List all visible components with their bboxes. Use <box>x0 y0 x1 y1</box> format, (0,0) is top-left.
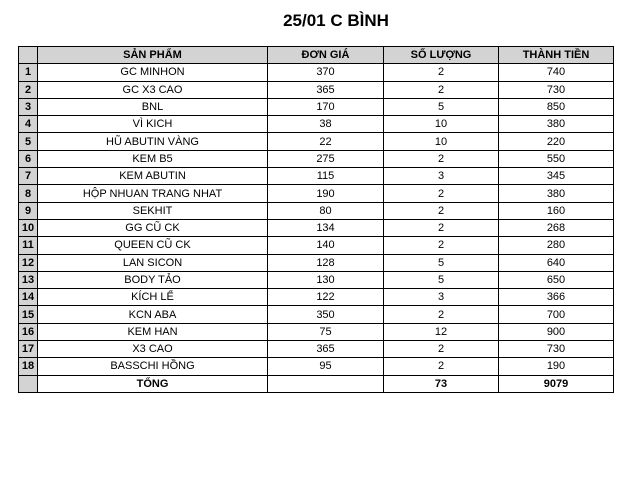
table-row <box>19 185 614 202</box>
row-index: 10 <box>19 219 38 236</box>
total-cell: 190 <box>499 358 614 375</box>
price-cell: 128 <box>268 254 384 271</box>
price-cell: 115 <box>268 168 384 185</box>
table-row <box>19 237 614 254</box>
product-cell: GC MINHON <box>38 64 268 81</box>
total-cell: 280 <box>499 237 614 254</box>
row-index: 4 <box>19 116 38 133</box>
product-cell: X3 CAO <box>38 341 268 358</box>
price-cell: 140 <box>268 237 384 254</box>
quantity-cell: 2 <box>384 219 499 236</box>
header-quantity: SỐ LƯỢNG <box>384 47 499 64</box>
total-row <box>19 375 614 392</box>
price-cell: 350 <box>268 306 384 323</box>
total-label: TỔNG <box>38 375 268 392</box>
product-cell: BNL <box>38 98 268 115</box>
total-price <box>268 375 384 392</box>
product-cell: SEKHIT <box>38 202 268 219</box>
row-index: 16 <box>19 323 38 340</box>
price-cell: 22 <box>268 133 384 150</box>
table-row <box>19 219 614 236</box>
product-cell: KEM HAN <box>38 323 268 340</box>
row-index: 15 <box>19 306 38 323</box>
total-cell: 730 <box>499 341 614 358</box>
header-product: SẢN PHẨM <box>38 47 268 64</box>
header-row <box>19 47 614 64</box>
quantity-cell: 5 <box>384 98 499 115</box>
product-cell: GC X3 CAO <box>38 81 268 98</box>
price-cell: 130 <box>268 271 384 288</box>
quantity-cell: 2 <box>384 306 499 323</box>
total-cell: 380 <box>499 116 614 133</box>
quantity-cell: 10 <box>384 133 499 150</box>
header-price: ĐƠN GIÁ <box>268 47 384 64</box>
product-cell: HŨ ABUTIN VÀNG <box>38 133 268 150</box>
row-index: 9 <box>19 202 38 219</box>
table-row <box>19 116 614 133</box>
product-cell: VÌ KICH <box>38 116 268 133</box>
table-row <box>19 133 614 150</box>
total-cell: 220 <box>499 133 614 150</box>
quantity-cell: 2 <box>384 237 499 254</box>
quantity-cell: 2 <box>384 185 499 202</box>
table-row <box>19 341 614 358</box>
table-row <box>19 168 614 185</box>
row-index: 5 <box>19 133 38 150</box>
total-cell: 850 <box>499 98 614 115</box>
product-cell: KÍCH LỂ <box>38 289 268 306</box>
row-index: 3 <box>19 98 38 115</box>
table-row <box>19 202 614 219</box>
row-index: 2 <box>19 81 38 98</box>
product-cell: QUEEN CŨ CK <box>38 237 268 254</box>
price-cell: 170 <box>268 98 384 115</box>
total-amount: 9079 <box>499 375 614 392</box>
total-row-index <box>19 375 38 392</box>
row-index: 11 <box>19 237 38 254</box>
total-cell: 550 <box>499 150 614 167</box>
price-cell: 95 <box>268 358 384 375</box>
row-index: 17 <box>19 341 38 358</box>
quantity-cell: 5 <box>384 271 499 288</box>
product-cell: LAN SICON <box>38 254 268 271</box>
product-cell: HỘP NHUAN TRANG NHAT <box>38 185 268 202</box>
row-index: 12 <box>19 254 38 271</box>
total-cell: 640 <box>499 254 614 271</box>
price-cell: 365 <box>268 341 384 358</box>
price-cell: 38 <box>268 116 384 133</box>
total-cell: 740 <box>499 64 614 81</box>
total-cell: 380 <box>499 185 614 202</box>
invoice-table <box>18 46 614 393</box>
product-cell: GG CŨ CK <box>38 219 268 236</box>
quantity-cell: 2 <box>384 81 499 98</box>
sheet-title: 25/01 C BÌNH <box>283 11 389 30</box>
quantity-cell: 2 <box>384 341 499 358</box>
quantity-cell: 3 <box>384 168 499 185</box>
quantity-cell: 2 <box>384 150 499 167</box>
total-cell: 900 <box>499 323 614 340</box>
table-row <box>19 289 614 306</box>
price-cell: 275 <box>268 150 384 167</box>
quantity-cell: 10 <box>384 116 499 133</box>
product-cell: BASSCHI HỒNG <box>38 358 268 375</box>
table-row <box>19 81 614 98</box>
product-cell: BODY TẢO <box>38 271 268 288</box>
row-index: 6 <box>19 150 38 167</box>
corner-cell <box>19 47 38 64</box>
quantity-cell: 2 <box>384 202 499 219</box>
table-row <box>19 98 614 115</box>
table-row <box>19 271 614 288</box>
quantity-cell: 2 <box>384 358 499 375</box>
price-cell: 365 <box>268 81 384 98</box>
price-cell: 75 <box>268 323 384 340</box>
table-row <box>19 358 614 375</box>
price-cell: 134 <box>268 219 384 236</box>
total-cell: 730 <box>499 81 614 98</box>
total-cell: 650 <box>499 271 614 288</box>
total-quantity: 73 <box>384 375 499 392</box>
header-total: THÀNH TIỀN <box>499 47 614 64</box>
row-index: 8 <box>19 185 38 202</box>
total-cell: 366 <box>499 289 614 306</box>
product-cell: KEM ABUTIN <box>38 168 268 185</box>
total-cell: 345 <box>499 168 614 185</box>
product-cell: KCN ABA <box>38 306 268 323</box>
table-row <box>19 306 614 323</box>
price-cell: 122 <box>268 289 384 306</box>
quantity-cell: 12 <box>384 323 499 340</box>
total-cell: 268 <box>499 219 614 236</box>
price-cell: 80 <box>268 202 384 219</box>
price-cell: 190 <box>268 185 384 202</box>
table-row <box>19 323 614 340</box>
quantity-cell: 2 <box>384 64 499 81</box>
quantity-cell: 3 <box>384 289 499 306</box>
table-row <box>19 64 614 81</box>
price-cell: 370 <box>268 64 384 81</box>
row-index: 1 <box>19 64 38 81</box>
quantity-cell: 5 <box>384 254 499 271</box>
total-cell: 160 <box>499 202 614 219</box>
total-cell: 700 <box>499 306 614 323</box>
product-cell: KEM B5 <box>38 150 268 167</box>
row-index: 13 <box>19 271 38 288</box>
row-index: 7 <box>19 168 38 185</box>
row-index: 18 <box>19 358 38 375</box>
table-row <box>19 150 614 167</box>
table-row <box>19 254 614 271</box>
row-index: 14 <box>19 289 38 306</box>
